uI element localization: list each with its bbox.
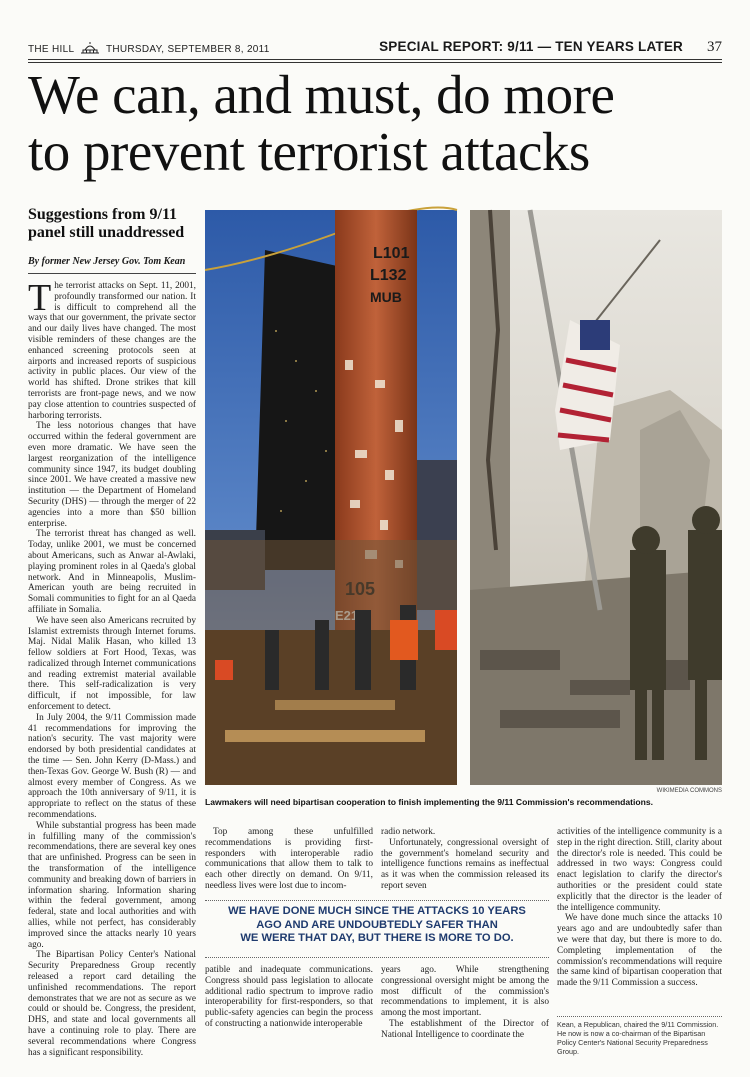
header-rule: [28, 59, 722, 60]
capitol-dome-icon: [79, 42, 101, 57]
photo-credit: WIKIMEDIA COMMONS: [656, 788, 722, 794]
article-paragraph: The terrorist threat has changed as well. Today, unlike 2001, we must be concerned about Americans, such as Anwar al-Awlaki, playing prominent roles in al Qaeda's global network. And in Minneapolis, Muslim-American youth are being recruited in Somali communities to fight for an al Qaeda affiliate in Somalia.: [28, 529, 196, 615]
article-column-3-bottom: [381, 965, 549, 1045]
publication-name: THE HILL: [28, 44, 74, 55]
deck: Suggestions from 9/11 panel still unaddressed: [28, 206, 185, 241]
pull-quote-line: WE HAVE DONE MUCH SINCE THE ATTACKS 10 YEARS: [228, 905, 526, 917]
article-paragraph: We have done much since the attacks 10 years ago and are undoubtedly safer than we were that day, but there is more to do. Completing implementation of the commission's recommendations will require the same kind of bipartisan cooperation that made the 9/11 Commission a success.: [557, 913, 722, 989]
article-paragraph: In July 2004, the 9/11 Commission made 41 recommendations for improving the nation's security. The vast majority were endorsed by both presidential candidates at the time — Sen. John Kerry (D-Mass.) and then-Texas Gov. George W. Bush (R) — and almost every member of Congress. As we approach the 10th anniversary of 9/11, it is appropriate to reflect on the status of these recommendations.: [28, 712, 196, 821]
issue-date: THURSDAY, SEPTEMBER 8, 2011: [105, 44, 270, 55]
photo-last-column: [205, 210, 457, 785]
photo-flag-rubble: [470, 210, 722, 785]
headline: [28, 66, 728, 180]
drop-cap: T: [28, 277, 52, 319]
article-paragraph: radio network.: [381, 827, 436, 837]
section-title: SPECIAL REPORT: 9/11 — TEN YEARS LATER: [379, 39, 683, 54]
graffiti-text: L101: [373, 245, 410, 262]
article-paragraph: The less notorious changes that have occurred within the federal government are even more dramatic. We have seen the largest reorganization of the intelligence community since 1947, its budget doubling since 2001. We have created a massive new institution — the Department of Homeland Security (DHS) — through the merger of 22 agencies into a more than $50 billion enterprise.: [28, 421, 196, 529]
article-paragraph: The establishment of the Director of National Intelligence to coordinate the: [381, 1018, 549, 1040]
headline-line-1: We can, and must, do more: [28, 64, 615, 125]
header-rule-thin: [28, 62, 722, 63]
article-paragraph: The terrorist attacks on Sept. 11, 2001, profoundly transformed our nation. It is difficult to comprehend all the ways that our government, the private sector and our daily lives have changed. The most visible reminders of these changes are the enhanced screening protocols seen at airports and increased reports of suspicious activity in public places. Our view of the world has shifted. Drone strikes that kill terrorists are front-page news, and we now pay close attention to countries suspected of harboring terrorists.: [28, 277, 196, 421]
byline: By former New Jersey Gov. Tom Kean: [28, 256, 186, 267]
folio-right: [379, 38, 722, 56]
pull-quote-line: AGO AND ARE UNDOUBTEDLY SAFER THAN: [256, 918, 498, 931]
headline-line-2: to prevent terrorist attacks: [28, 121, 590, 182]
article-column-3-top: [381, 827, 549, 897]
article-paragraph: patible and inadequate communications. Congress should pass legislation to allocate additional radio spectrum to improve radio interoperability for first-responders, so that public-safety agencies can begin the process of constructing a nationwide interoperable: [205, 965, 373, 1029]
article-paragraph: Top among these unfulfilled recommendations is providing first-responders with interoperable radio communications that allow them to talk to each other directly on demand. On 9/11, needless lives were lost due to incom-: [205, 827, 373, 891]
graffiti-text: MUB: [370, 289, 402, 305]
article-column-1: [28, 277, 196, 1058]
pull-quote-line: WE WERE THAT DAY, BUT THERE IS MORE TO DO.: [240, 932, 514, 944]
author-bio: Kean, a Republican, chaired the 9/11 Commission. He now is now a co-chairman of the Bipartisan Policy Center's National Security Preparedness Group.: [557, 1020, 719, 1056]
page-header: [28, 38, 722, 60]
article-paragraph: activities of the intelligence community is a step in the right direction. Still, clarity about the director's role is needed. This could be addressed in two ways: Congress could enact legislation to clarify the director's authorities or the president could state explicitly that the director is the leader of the intelligence community.: [557, 827, 722, 913]
article-paragraph: Unfortunately, congressional oversight of the government's homeland security and intelligence functions remains as ineffectual as it was when the commission released its report seven: [381, 837, 549, 891]
photo-caption: Lawmakers will need bipartisan cooperation to finish implementing the 9/11 Commission's recommendations.: [205, 797, 654, 807]
page-number: 37: [707, 39, 722, 55]
article-paragraph: years ago. While strengthening congressional oversight might be among the most difficult of the commission's recommendations to implement, it is also among the most important.: [381, 965, 549, 1019]
article-paragraph: While substantial progress has been made in fulfilling many of the commission's recommendations, there are several key ones that are unfinished. Progress can be seen in the transformation of the intelligence community and breaking down of barriers in information sharing. Information sharing within the federal government, among federal, state and local authorities and with allies, while not perfect, has considerably improved since the attacks nearly 10 years ago.: [28, 820, 196, 950]
article-column-2-top: [205, 827, 373, 897]
article-paragraph: We have seen also Americans recruited by Islamist extremists through Internet forums. Maj. Nidal Malik Hasan, who killed 13 fellow soldiers at Fort Hood, Texas, was radicalized through Internet communications and reading extremist material available there. This self-radicalization is very difficult, if not impossible, for law enforcement to detect.: [28, 615, 196, 713]
folio-left: [28, 42, 270, 57]
article-column-2-bottom: [205, 965, 373, 1045]
article-paragraph: The Bipartisan Policy Center's National Security Preparedness Group recently released a report card detailing the unfinished recommendations. The report demonstrates that we are not as secure as we could or should be. Congress, the president, DHS, and state and local governments all have a continuing role to play. There are several recommendations where Congress has a significant responsibility.: [28, 950, 196, 1058]
graffiti-text: L132: [370, 267, 407, 284]
bio-rule: [557, 1016, 722, 1017]
byline-rule: [28, 273, 196, 274]
pull-quote: [205, 900, 549, 958]
